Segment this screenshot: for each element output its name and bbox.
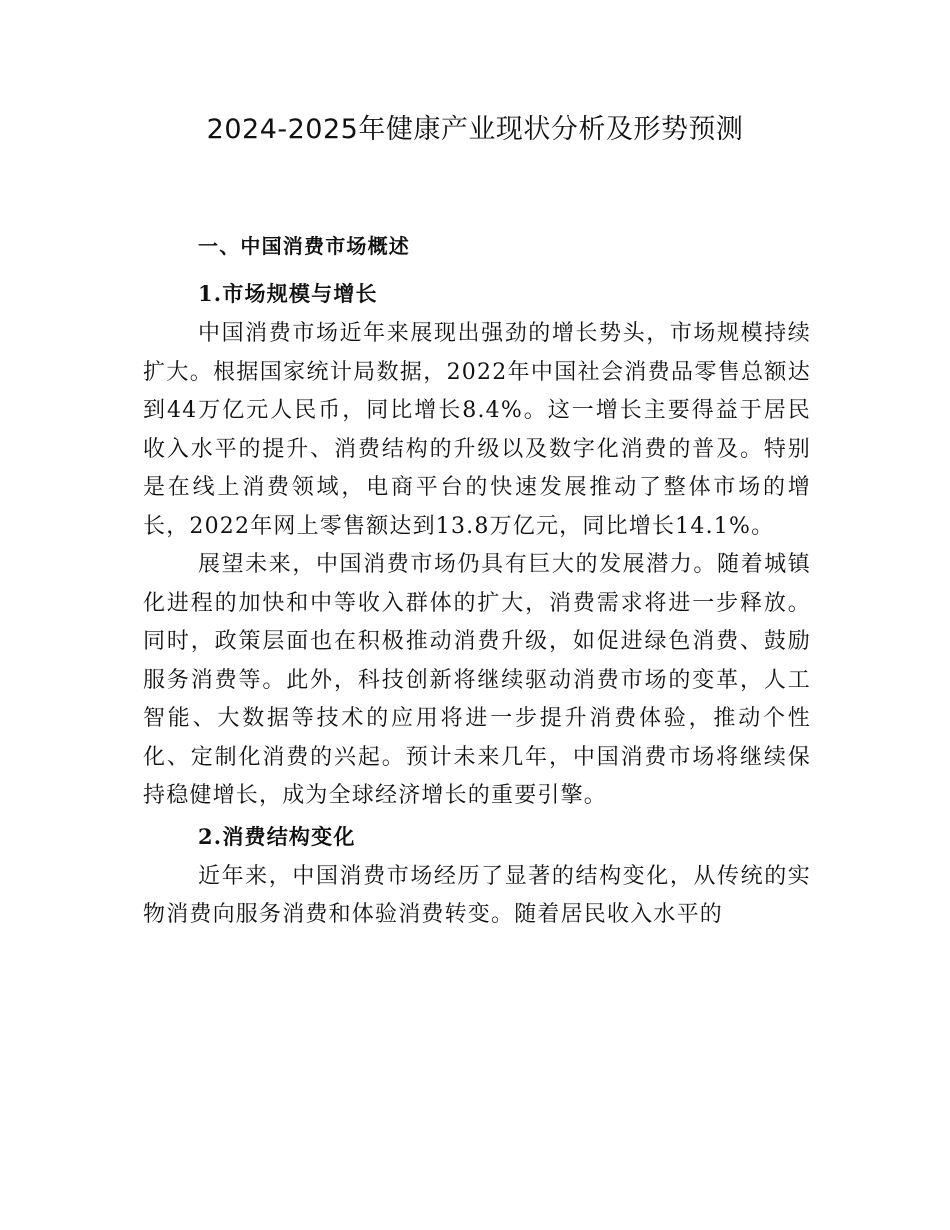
document-body [143,227,811,935]
subsection-heading-consumption-structure: 2.消费结构变化 [198,823,356,849]
subsection-heading-market-size: 1.市场规模与增长 [198,281,378,306]
paragraph: 中国消费市场近年来展现出强劲的增长势头，市场规模持续扩大。根据国家统计局数据，2022年中国社会消费品零售总额达到44万亿元人民币，同比增长8.4%。这一增长主要得益于居民收入水平的提升、消费结构的升级以及数字化消费的普及。特别是在线上消费领域，电商平台的快速发展推动了整体市场的增长，2022年网上零售额达到13.8万亿元，同比增长14.1%。 [143,321,811,539]
section-heading: 一、中国消费市场概述 [198,234,410,258]
paragraph: 展望未来，中国消费市场仍具有巨大的发展潜力。随着城镇化进程的加快和中等收入群体的扩大，消费需求将进一步释放。同时，政策层面也在积极推动消费升级，如促进绿色消费、鼓励服务消费等。此外，科技创新将继续驱动消费市场的变革，人工智能、大数据等技术的应用将进一步提升消费体验，推动个性化、定制化消费的兴起。预计未来几年，中国消费市场将继续保持稳健增长，成为全球经济增长的重要引擎。 [143,552,811,808]
document-title: 2024-2025年健康产业现状分析及形势预测 [206,114,744,145]
paragraph: 近年来，中国消费市场经历了显著的结构变化，从传统的实物消费向服务消费和体验消费转变。随着居民收入水平的 [143,863,811,927]
